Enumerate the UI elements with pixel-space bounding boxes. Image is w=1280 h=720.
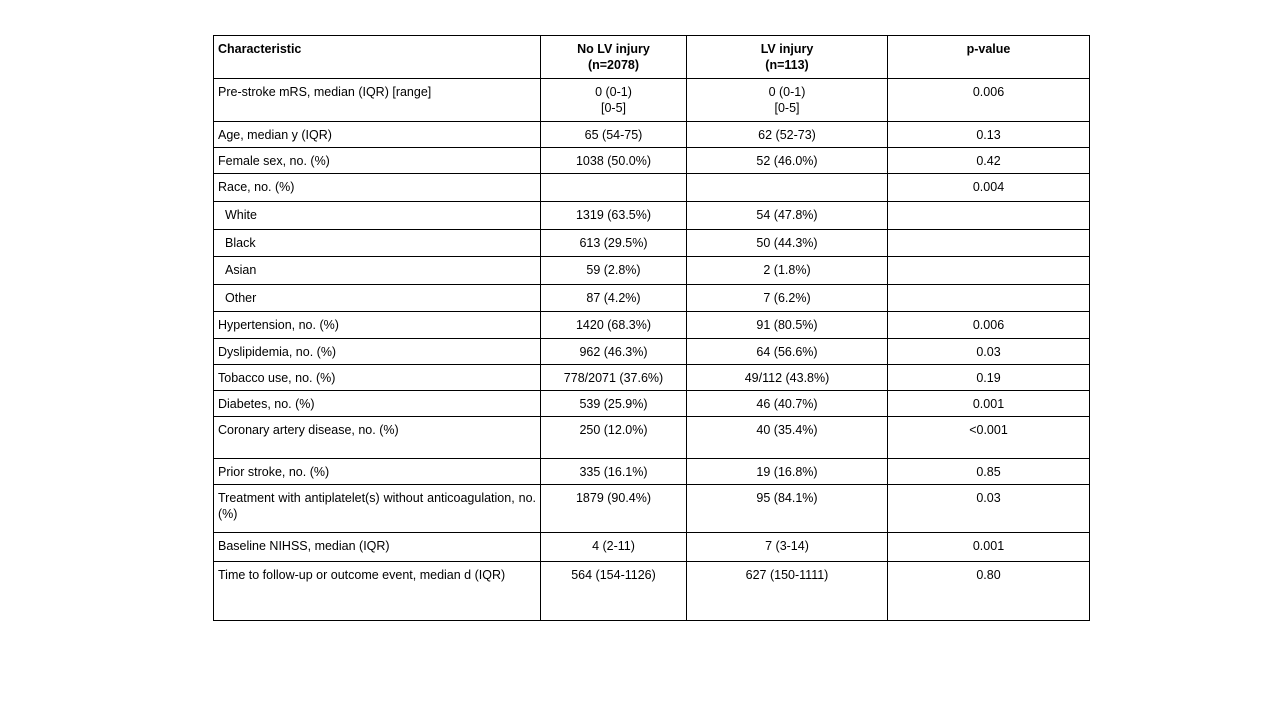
value-line: 1879 (90.4%) (575, 491, 652, 505)
table-row (214, 202, 1090, 230)
header-p-value: p-value (888, 36, 1090, 79)
row-characteristic: Coronary artery disease, no. (%) (214, 417, 541, 459)
value-line: 54 (47.8%) (756, 208, 818, 222)
value-line: 49/112 (43.8%) (744, 371, 830, 385)
row-characteristic: Diabetes, no. (%) (214, 391, 541, 417)
row-p-value: 0.001 (888, 533, 1090, 562)
header-lv-injury: LV injury (n=113) (687, 36, 888, 79)
value-line: 40 (35.4%) (756, 423, 818, 437)
row-p-value: 0.006 (888, 312, 1090, 339)
row-characteristic: White (214, 202, 541, 230)
row-characteristic: Female sex, no. (%) (214, 148, 541, 174)
value-line: 1319 (63.5%) (575, 208, 652, 222)
row-characteristic: Age, median y (IQR) (214, 122, 541, 148)
row-no-lv-injury-value (541, 391, 687, 417)
value-line: 46 (40.7%) (756, 397, 818, 411)
row-characteristic: Prior stroke, no. (%) (214, 459, 541, 485)
value-line: 778/2071 (37.6%) (563, 371, 664, 385)
table-row (214, 391, 1090, 417)
row-lv-injury-value (687, 174, 888, 202)
value-line: 91 (80.5%) (756, 318, 818, 332)
value-line: 7 (3-14) (765, 539, 809, 553)
row-lv-injury-value (687, 202, 888, 230)
row-p-value: 0.80 (888, 562, 1090, 621)
row-lv-injury-value (687, 459, 888, 485)
row-p-value (888, 230, 1090, 257)
value-line: 64 (56.6%) (756, 345, 818, 359)
value-line: 52 (46.0%) (756, 154, 818, 168)
value-line: 962 (46.3%) (579, 345, 648, 359)
value-line: 65 (54-75) (584, 128, 643, 142)
row-p-value: 0.03 (888, 339, 1090, 365)
row-p-value: <0.001 (888, 417, 1090, 459)
value-line: [0-5] (600, 101, 626, 115)
table-row (214, 122, 1090, 148)
value-line: 62 (52-73) (758, 128, 816, 142)
row-lv-injury-value (687, 339, 888, 365)
row-p-value: 0.03 (888, 485, 1090, 533)
value-line: 1420 (68.3%) (575, 318, 652, 332)
value-line: 59 (2.8%) (586, 263, 641, 277)
row-characteristic: Baseline NIHSS, median (IQR) (214, 533, 541, 562)
row-no-lv-injury-value (541, 230, 687, 257)
row-p-value (888, 257, 1090, 285)
value-line: 2 (1.8%) (763, 263, 811, 277)
row-no-lv-injury-value (541, 365, 687, 391)
table-row (214, 79, 1090, 122)
table-row (214, 257, 1090, 285)
row-characteristic: Pre-stroke mRS, median (IQR) [range] (214, 79, 541, 122)
value-line: 250 (12.0%) (579, 423, 648, 437)
row-lv-injury-value (687, 485, 888, 533)
row-lv-injury-value (687, 285, 888, 312)
header-characteristic: Characteristic (214, 36, 541, 79)
characteristics-table (213, 35, 1090, 621)
value-line: 7 (6.2%) (763, 291, 811, 305)
row-lv-injury-value (687, 365, 888, 391)
value-line: 539 (25.9%) (579, 397, 648, 411)
row-characteristic: Dyslipidemia, no. (%) (214, 339, 541, 365)
row-no-lv-injury-value (541, 533, 687, 562)
table-row (214, 230, 1090, 257)
row-lv-injury-value (687, 148, 888, 174)
row-no-lv-injury-value (541, 285, 687, 312)
row-p-value: 0.13 (888, 122, 1090, 148)
value-line: 564 (154-1126) (571, 568, 656, 582)
row-p-value (888, 285, 1090, 312)
row-p-value (888, 202, 1090, 230)
row-lv-injury-value (687, 391, 888, 417)
row-lv-injury-value (687, 417, 888, 459)
row-lv-injury-value (687, 257, 888, 285)
value-line: [0-5] (774, 101, 800, 115)
table-row (214, 417, 1090, 459)
value-line: 19 (16.8%) (756, 465, 818, 479)
table-row (214, 533, 1090, 562)
table-row (214, 339, 1090, 365)
row-characteristic: Black (214, 230, 541, 257)
row-no-lv-injury-value (541, 257, 687, 285)
row-no-lv-injury-value (541, 312, 687, 339)
table-row (214, 485, 1090, 533)
table-row (214, 174, 1090, 202)
table-row (214, 312, 1090, 339)
value-line: 0 (0-1) (768, 85, 806, 99)
row-p-value: 0.42 (888, 148, 1090, 174)
value-line: 87 (4.2%) (586, 291, 641, 305)
table-row (214, 562, 1090, 621)
row-no-lv-injury-value (541, 417, 687, 459)
row-characteristic: Tobacco use, no. (%) (214, 365, 541, 391)
row-p-value: 0.85 (888, 459, 1090, 485)
table-row (214, 285, 1090, 312)
value-line: 95 (84.1%) (756, 491, 818, 505)
row-lv-injury-value (687, 312, 888, 339)
table-row (214, 365, 1090, 391)
value-line: 4 (2-11) (592, 539, 635, 553)
row-no-lv-injury-value (541, 459, 687, 485)
row-no-lv-injury-value (541, 148, 687, 174)
row-characteristic: Asian (214, 257, 541, 285)
row-no-lv-injury-value (541, 79, 687, 122)
row-lv-injury-value (687, 533, 888, 562)
value-line: 50 (44.3%) (756, 236, 818, 250)
value-line: 0 (0-1) (595, 85, 632, 99)
header-no-lv-injury: No LV injury (n=2078) (541, 36, 687, 79)
row-lv-injury-value (687, 122, 888, 148)
table-row (214, 459, 1090, 485)
row-characteristic: Other (214, 285, 541, 312)
row-no-lv-injury-value (541, 122, 687, 148)
value-line: 335 (16.1%) (579, 465, 648, 479)
row-lv-injury-value (687, 79, 888, 122)
value-line: 613 (29.5%) (579, 236, 648, 250)
row-p-value: 0.19 (888, 365, 1090, 391)
row-characteristic: Time to follow-up or outcome event, median d (IQR) (214, 562, 541, 621)
row-characteristic: Treatment with antiplatelet(s) without anticoagulation, no. (%) (214, 485, 541, 533)
value-line: 1038 (50.0%) (575, 154, 652, 168)
row-p-value: 0.001 (888, 391, 1090, 417)
row-no-lv-injury-value (541, 485, 687, 533)
row-characteristic: Hypertension, no. (%) (214, 312, 541, 339)
row-no-lv-injury-value (541, 174, 687, 202)
row-p-value: 0.006 (888, 79, 1090, 122)
row-lv-injury-value (687, 230, 888, 257)
row-characteristic: Race, no. (%) (214, 174, 541, 202)
row-no-lv-injury-value (541, 339, 687, 365)
row-lv-injury-value (687, 562, 888, 621)
table-row (214, 148, 1090, 174)
row-no-lv-injury-value (541, 562, 687, 621)
header-row (214, 36, 1090, 79)
row-no-lv-injury-value (541, 202, 687, 230)
table-body (214, 79, 1090, 621)
row-p-value: 0.004 (888, 174, 1090, 202)
value-line: 627 (150-1111) (745, 568, 829, 582)
